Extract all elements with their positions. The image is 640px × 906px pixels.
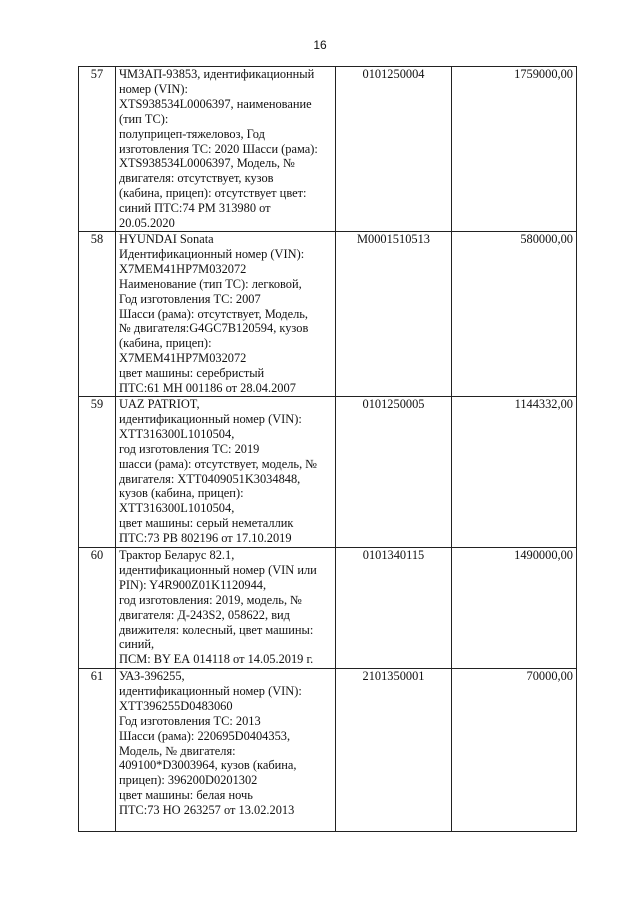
row-description	[116, 67, 336, 232]
description-line: ПТС:61 МН 001186 от 28.04.2007	[119, 381, 296, 396]
description-line: (тип ТС):	[119, 111, 169, 126]
description-line: изготовления ТС: 2020 Шасси (рама):	[119, 141, 318, 156]
description-line: Шасси (рама): отсутствует, Модель,	[119, 306, 308, 321]
row-inventory-code: 0101250005	[336, 397, 452, 548]
description-line: Модель, № двигателя:	[119, 743, 236, 758]
table-row	[79, 232, 577, 397]
description-line: синий,	[119, 637, 155, 652]
row-description	[116, 548, 336, 669]
description-line: Шасси (рама): 220695D0404353,	[119, 728, 291, 743]
row-price: 1144332,00	[452, 397, 577, 548]
description-line: ЧМЗАП-93853, идентификационный	[119, 67, 315, 81]
row-number: 58	[79, 232, 116, 397]
description-line: Год изготовления ТС: 2013	[119, 713, 261, 728]
description-line: UAZ PATRIOT,	[119, 397, 200, 411]
description-line: ПТС:73 РВ 802196 от 17.10.2019	[119, 531, 292, 546]
description-line: УАЗ-396255,	[119, 669, 185, 683]
description-line: идентификационный номер (VIN или	[119, 562, 317, 577]
description-line: 20.05.2020	[119, 216, 175, 231]
description-line: цвет машины: серебристый	[119, 366, 265, 381]
description-line: XTS938534L0006397, Модель, №	[119, 156, 295, 171]
description-line: XTT396255D0483060	[119, 698, 233, 713]
description-line: двигателя: XTT0409051K3034848,	[119, 471, 301, 486]
description-line: прицеп): 396200D0201302	[119, 773, 258, 788]
description-line: (кабина, прицеп):	[119, 336, 212, 351]
description-line: кузов (кабина, прицеп):	[119, 486, 244, 501]
description-line: номер (VIN):	[119, 81, 188, 96]
description-line: Идентификационный номер (VIN):	[119, 246, 305, 261]
description-line: (кабина, прицеп): отсутствует цвет:	[119, 186, 307, 201]
row-inventory-code: 0101340115	[336, 548, 452, 669]
description-line: шасси (рама): отсутствует, модель, №	[119, 456, 318, 471]
description-line: Трактор Беларус 82.1,	[119, 548, 235, 562]
row-price: 1759000,00	[452, 67, 577, 232]
row-price: 580000,00	[452, 232, 577, 397]
row-price: 70000,00	[452, 669, 577, 832]
description-line: ПТС:73 НО 263257 от 13.02.2013	[119, 803, 295, 818]
table-row	[79, 669, 577, 832]
description-line: XTT316300L1010504,	[119, 426, 235, 441]
row-number: 60	[79, 548, 116, 669]
table-row	[79, 67, 577, 232]
table-row	[79, 397, 577, 548]
page-number: 16	[313, 38, 327, 52]
description-line: PIN): Y4R900Z01K1120944,	[119, 577, 267, 592]
row-inventory-code: 0101250004	[336, 67, 452, 232]
row-inventory-code: M0001510513	[336, 232, 452, 397]
description-line: год изготовления: 2019, модель, №	[119, 592, 302, 607]
description-line: полуприцеп-тяжеловоз, Год	[119, 126, 265, 141]
description-line: Год изготовления ТС: 2007	[119, 291, 261, 306]
description-line: двигателя: отсутствует, кузов	[119, 171, 274, 186]
description-line: XTT316300L1010504,	[119, 501, 235, 516]
description-line: цвет машины: серый неметаллик	[119, 516, 294, 531]
row-number: 59	[79, 397, 116, 548]
description-line: 409100*D3003964, кузов (кабина,	[119, 758, 297, 773]
description-line: идентификационный номер (VIN):	[119, 411, 302, 426]
description-line: двигателя: Д-243S2, 058622, вид	[119, 607, 290, 622]
description-line: идентификационный номер (VIN):	[119, 683, 302, 698]
vehicle-asset-table	[78, 66, 577, 832]
row-description	[116, 669, 336, 832]
row-description	[116, 232, 336, 397]
row-inventory-code: 2101350001	[336, 669, 452, 832]
description-line: XTS938534L0006397, наименование	[119, 96, 312, 111]
description-line: Наименование (тип ТС): легковой,	[119, 276, 302, 291]
description-line: ПСМ: BY ЕА 014118 от 14.05.2019 г.	[119, 652, 314, 667]
description-line: цвет машины: белая ночь	[119, 788, 253, 803]
description-line: год изготовления ТС: 2019	[119, 441, 260, 456]
row-description	[116, 397, 336, 548]
table-row	[79, 548, 577, 669]
row-price: 1490000,00	[452, 548, 577, 669]
description-line: X7MEM41HP7M032072	[119, 351, 247, 366]
description-line: синий ПТС:74 РМ 313980 от	[119, 201, 271, 216]
description-line: № двигателя:G4GC7B120594, кузов	[119, 321, 309, 336]
description-line: X7MEM41HP7M032072	[119, 261, 247, 276]
row-number: 57	[79, 67, 116, 232]
description-line: движителя: колесный, цвет машины:	[119, 622, 314, 637]
description-line: HYUNDAI Sonata	[119, 232, 214, 246]
row-number: 61	[79, 669, 116, 832]
